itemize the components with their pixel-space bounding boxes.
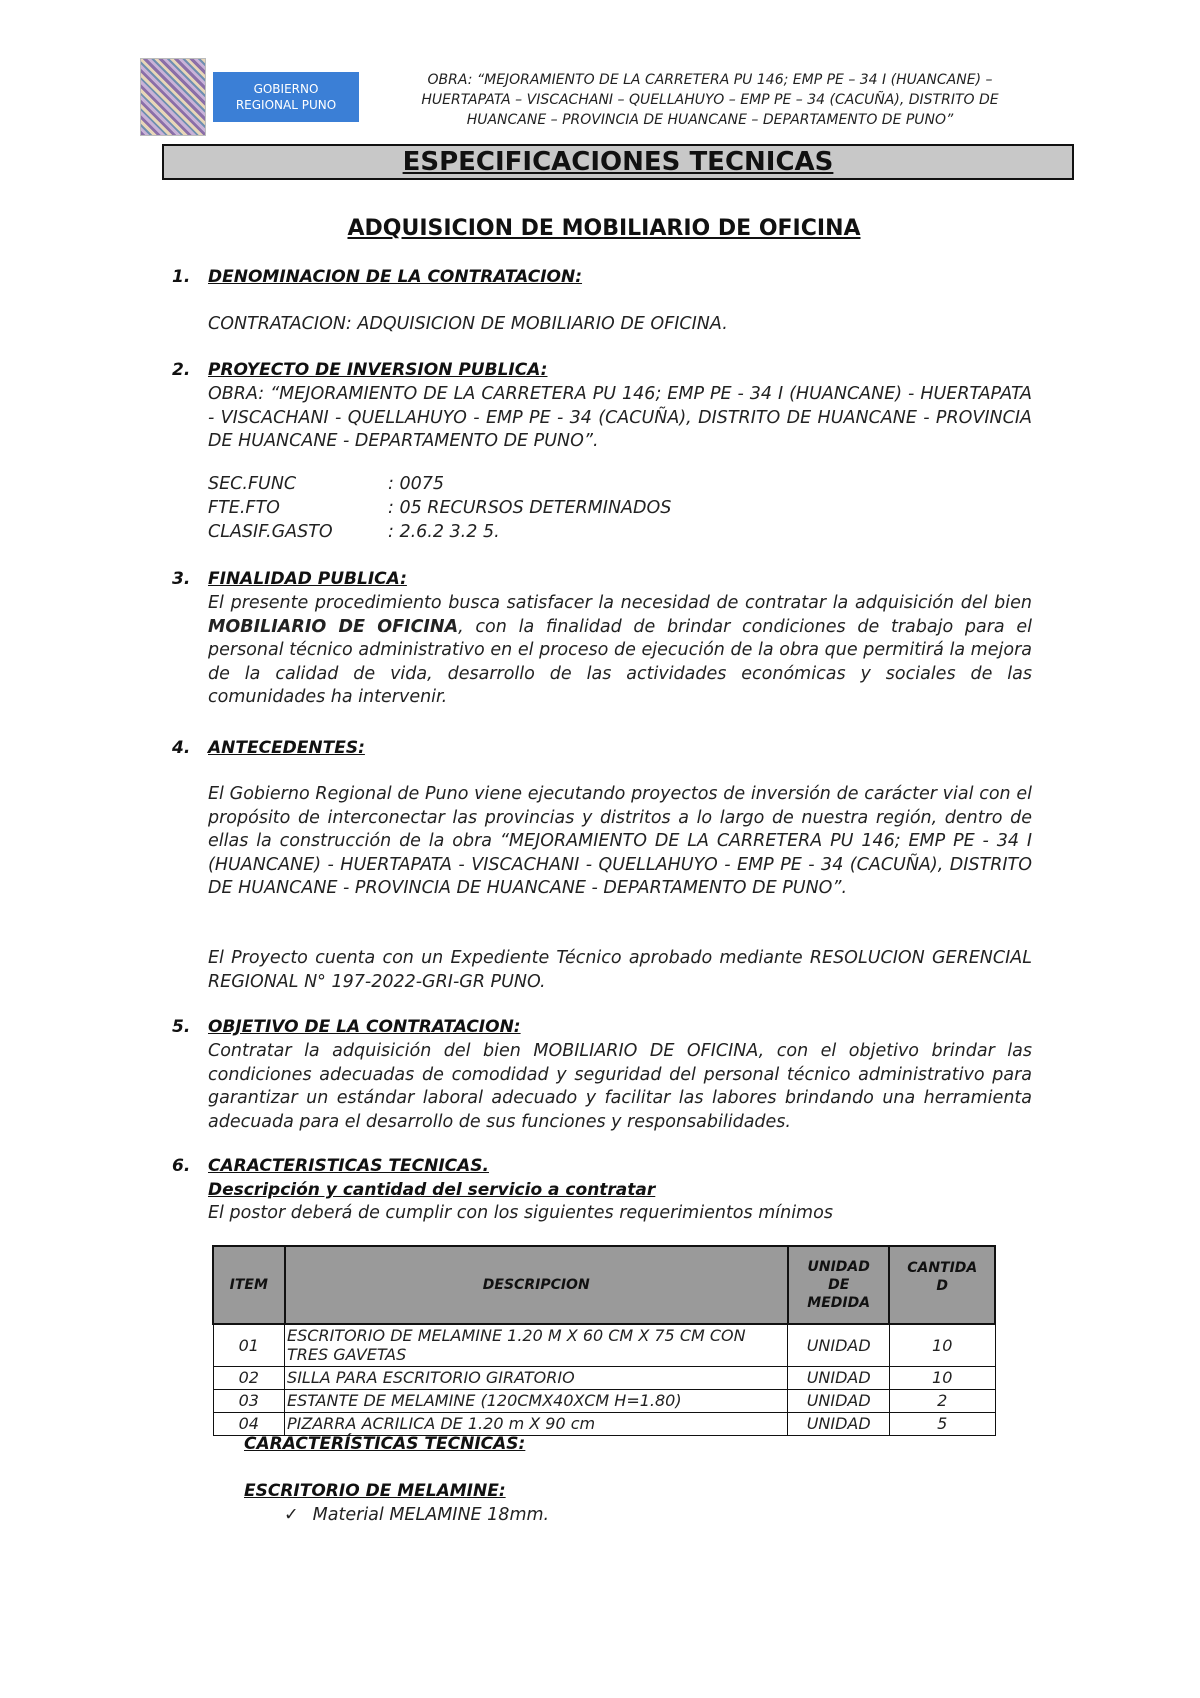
header-cantidad-line-2: D <box>936 1278 949 1294</box>
table-row <box>213 1324 995 1366</box>
document-title: ESPECIFICACIONES TECNICAS <box>402 147 834 177</box>
row-cantidad: 10 <box>889 1366 995 1389</box>
section-3-text-bold: MOBILIARIO DE OFICINA <box>208 616 459 637</box>
table-header-row <box>213 1246 995 1324</box>
gov-line-1: GOBIERNO <box>253 82 319 96</box>
section-2-heading: PROYECTO DE INVERSION PUBLICA: <box>208 360 548 380</box>
header-unidad-line-2: DE <box>828 1277 850 1293</box>
row-cantidad: 5 <box>889 1412 995 1435</box>
row-unidad: UNIDAD <box>788 1389 890 1412</box>
document-subtitle: ADQUISICION DE MOBILIARIO DE OFICINA <box>347 216 861 241</box>
section-1-text: CONTRATACION: ADQUISICION DE MOBILIARIO DE OFICINA. <box>208 314 728 334</box>
table-row <box>213 1366 995 1389</box>
row-description <box>285 1324 788 1366</box>
section-4-heading: ANTECEDENTES: <box>208 738 365 758</box>
section-6-number: 6. <box>172 1156 191 1176</box>
escritorio-melamine-heading: ESCRITORIO DE MELAMINE: <box>244 1481 506 1501</box>
clasif-gasto-value: : 2.6.2 3.2 5. <box>388 522 500 542</box>
section-4-number: 4. <box>172 738 191 758</box>
section-5-heading: OBJETIVO DE LA CONTRATACION: <box>208 1017 521 1037</box>
section-2-text: OBRA: “MEJORAMIENTO DE LA CARRETERA PU 146; EMP PE - 34 I (HUANCANE) - HUERTAPATA - VISCACHANI - QUELLAHUYO - EMP PE - 34 (CACUÑA), DISTRITO DE HUANCANE - PROVINCIA DE HUANCANE - DEPARTAMENTO DE PUNO”. <box>208 384 1032 451</box>
obra-header-line-3: HUANCANE – PROVINCIA DE HUANCANE – DEPARTAMENTO DE PUNO” <box>466 112 954 128</box>
obra-header-line-1: OBRA: “MEJORAMIENTO DE LA CARRETERA PU 146; EMP PE – 34 I (HUANCANE) – <box>427 72 993 88</box>
obra-header <box>380 70 1040 130</box>
table-row <box>213 1412 995 1435</box>
row-item: 02 <box>213 1366 285 1389</box>
row-unidad: UNIDAD <box>788 1324 890 1366</box>
row-description: SILLA PARA ESCRITORIO GIRATORIO <box>285 1366 788 1389</box>
sec-func-value: : 0075 <box>388 474 444 494</box>
row-description-line-1: ESCRITORIO DE MELAMINE 1.20 M X 60 CM X 75 CM CON <box>287 1326 746 1346</box>
gobierno-regional-badge <box>213 72 359 122</box>
section-6-subheading: Descripción y cantidad del servicio a contratar <box>208 1180 656 1200</box>
section-3-heading: FINALIDAD PUBLICA: <box>208 569 407 589</box>
row-unidad: UNIDAD <box>788 1366 890 1389</box>
section-1-heading: DENOMINACION DE LA CONTRATACION: <box>208 267 583 287</box>
header-descripcion: DESCRIPCION <box>285 1246 788 1324</box>
section-5-text: Contratar la adquisición del bien MOBILIARIO DE OFICINA, con el objetivo brindar las condiciones adecuadas de comodidad y seguridad del personal técnico administrativo para garantizar un estándar laboral adecuado y facilitar las labores brindando una herramienta adecuada para el desarrollo de sus funciones y responsabilidades. <box>208 1041 1032 1132</box>
section-6-intro: El postor deberá de cumplir con los siguientes requerimientos mínimos <box>208 1203 833 1223</box>
header-unidad-line-3: MEDIDA <box>807 1295 871 1311</box>
section-5-number: 5. <box>172 1017 191 1037</box>
fte-fto-label: FTE.FTO <box>208 498 280 518</box>
bullet-material <box>284 1505 549 1525</box>
row-description-line-2: TRES GAVETAS <box>287 1345 407 1365</box>
row-unidad: UNIDAD <box>788 1412 890 1435</box>
sec-func-label: SEC.FUNC <box>208 474 297 494</box>
section-3-number: 3. <box>172 569 191 589</box>
header-unidad-line-1: UNIDAD <box>807 1259 870 1275</box>
section-3-text-a: El presente procedimiento busca satisfacer la necesidad de contratar la adquisición del bien <box>208 593 1032 613</box>
row-description: PIZARRA ACRILICA DE 1.20 m X 90 cm <box>285 1412 788 1435</box>
table-row <box>213 1389 995 1412</box>
row-item: 03 <box>213 1389 285 1412</box>
regional-seal-logo <box>140 58 206 136</box>
clasif-gasto-label: CLASIF.GASTO <box>208 522 333 542</box>
header-unidad <box>788 1246 890 1324</box>
caracteristicas-heading: CARACTERÍSTICAS TECNICAS: <box>244 1434 526 1454</box>
section-4-text-2: El Proyecto cuenta con un Expediente Técnico aprobado mediante RESOLUCION GERENCIAL REGIONAL N° 197-2022-GRI-GR PUNO. <box>208 948 1032 992</box>
bullet-material-text: Material MELAMINE 18mm. <box>312 1505 550 1525</box>
section-2-number: 2. <box>172 360 191 380</box>
checkmark-icon: ✓ <box>284 1505 299 1525</box>
header-cantidad-line-1: CANTIDA <box>907 1260 978 1276</box>
row-cantidad: 10 <box>889 1324 995 1366</box>
row-item: 01 <box>213 1324 285 1366</box>
row-description: ESTANTE DE MELAMINE (120CMX40XCM H=1.80) <box>285 1389 788 1412</box>
section-1-number: 1. <box>172 267 191 287</box>
section-6-heading: CARACTERISTICAS TECNICAS. <box>208 1156 489 1176</box>
title-box <box>162 144 1074 180</box>
header-cantidad <box>889 1246 995 1324</box>
section-3-text-b: , con la finalidad de brindar condiciones de trabajo para el personal técnico administrativo en el proceso de ejecución de la obra que permitirá la mejora de la calidad de vida, desarrollo de las actividades económicas y sociales de las comunidades ha intervenir. <box>208 616 1033 707</box>
items-table <box>212 1245 996 1436</box>
row-item: 04 <box>213 1412 285 1435</box>
header-item: ITEM <box>213 1246 285 1324</box>
section-4-text-1: El Gobierno Regional de Puno viene ejecutando proyectos de inversión de carácter vial con el propósito de interconectar las provincias y distritos a lo largo de nuestra región, dentro de ellas la construcción de la obra “MEJORAMIENTO DE LA CARRETERA PU 146; EMP PE - 34 I (HUANCANE) - HUERTAPATA - VISCACHANI - QUELLAHUYO - EMP PE - 34 (CACUÑA), DISTRITO DE HUANCANE - PROVINCIA DE HUANCANE - DEPARTAMENTO DE PUNO”. <box>208 784 1032 898</box>
gov-line-2: REGIONAL PUNO <box>235 98 337 112</box>
section-3-text <box>208 592 1032 710</box>
fte-fto-value: : 05 RECURSOS DETERMINADOS <box>388 498 672 518</box>
obra-header-line-2: HUERTAPATA – VISCACHANI – QUELLAHUYO – EMP PE – 34 (CACUÑA), DISTRITO DE <box>421 92 999 108</box>
row-cantidad: 2 <box>889 1389 995 1412</box>
